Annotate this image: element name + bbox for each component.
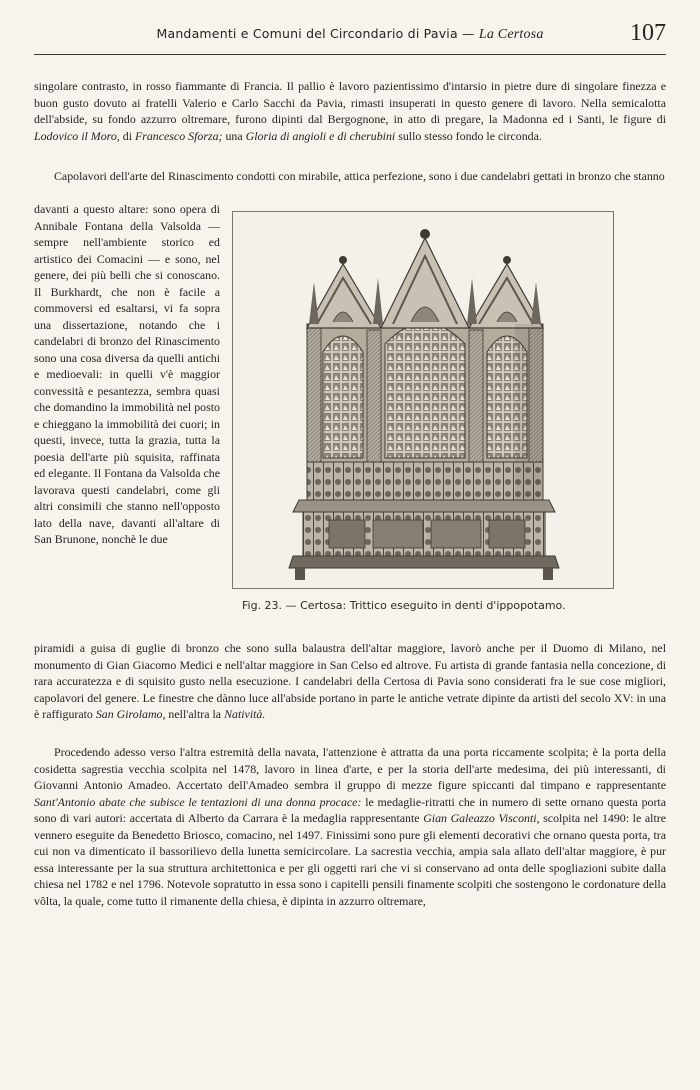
paragraph-candelabri-continued bbox=[34, 640, 666, 723]
text-run: scolpita nel 1490: le altre vennero eseguite da Benedetto Briosco, comacino, nel 1497. Finissimi sono pure gli elementi decorativi che ornano questa porta, tra cui non va dimenticato il bassorilievo della lunetta semicircolare. La sacrestia vecchia, ampia sala allato dell'altar maggiore, è pur essa interessante per la sua struttura architettonica e per gli oggetti rari che vi si conservano ad onta delle spogliazioni subite dalla chiesa nel 1782 e nel 1796. Notevole sopratutto in essa sono i capitelli pensili finamente scolpiti che sostengono le cordonature della vôlta, la quale, come tutto il rimanente della chiesa, è dipinta in azzurro oltremare, bbox=[34, 811, 666, 908]
running-head bbox=[34, 18, 666, 62]
running-head-title bbox=[34, 26, 666, 43]
paragraph-altar-pallio bbox=[34, 78, 666, 144]
paragraph-candelabri-side bbox=[34, 201, 220, 548]
text-run: piramidi a guisa di guglie di bronzo che sono sulla balaustra dell'altar maggiore, lavorò anche per il Duomo di Milano, nel monumento di Gian Giacomo Medici e nell'altar maggiore in San Celso ed altrove. Fu artista di grande fantasia nella concezione, di rara accuratezza e di squisito gusto nella esecuzione. I candelabri della Certosa di Pavia sono considerati fra le sue cose migliori, capolavori del genere. Le finestre che dànno luce all'abside portano in parte le antiche vetrate dipinte da artisti del secolo XV: in una è raffigurato bbox=[34, 641, 666, 721]
triptych-body bbox=[307, 323, 543, 500]
running-head-section: La Certosa bbox=[478, 27, 544, 42]
figure-caption-text: Certosa: Trittico eseguito in denti d'ippopotamo. bbox=[300, 599, 566, 612]
text-run: sullo stesso fondo le circonda. bbox=[395, 128, 542, 143]
text-run: Procedendo adesso verso l'altra estremità della navata, l'attenzione è attratta da una porta riccamente scolpita; è la porta della cosidetta sagrestia vecchia scolpita nel 1478, lavoro in linea d'arte, e per la storia dell'arte medesima, dei più interessanti, di Giovanni Antonio Amadeo. Accertato dell'Amadeo sembra il gruppo di mezze figure spiccanti dal timpano e rappresentante bbox=[34, 745, 666, 792]
italic-run: Sant'Antonio abate che subisce le tentazioni di una donna procace: bbox=[34, 794, 362, 809]
text-run: le medaglie-ritratti che in numero di sette ornano questa porta sono di vari autori: accertata di Alberto da Carrara è la medaglia rappresentante bbox=[34, 794, 666, 825]
header-rule bbox=[34, 54, 666, 55]
text-run: nell'altra la bbox=[165, 707, 225, 721]
figure-label: Fig. 23. — bbox=[242, 599, 297, 612]
triptych-engraving bbox=[233, 212, 613, 588]
italic-run: Francesco Sforza; bbox=[134, 128, 223, 143]
italic-run: Natività. bbox=[224, 707, 266, 721]
triptych-figure bbox=[232, 211, 614, 589]
italic-run: San Girolamo, bbox=[95, 707, 166, 721]
italic-run: Gian Galeazzo Visconti, bbox=[423, 811, 540, 825]
paragraph-candelabri-intro bbox=[34, 168, 666, 185]
running-head-text: Mandamenti e Comuni del Circondario di Pavia — bbox=[156, 26, 475, 41]
italic-run: Gloria di angioli e di cherubini bbox=[245, 128, 396, 143]
italic-run: Lodovico il Moro bbox=[34, 128, 117, 143]
text-run: singolare contrasto, in rosso fiammante di Francia. Il pallio è lavoro pazientissimo d'intarsio in pietre dure di singolare finezza e buon gusto dovuto ai fratelli Valerio e Carlo Sacchi da Pavia, rimasti insuperati in questo genere di lavoro. Nella semicalotta dell'abside, su fondo azzurro oltremare, furono dipinti dal Bergognone, in atto di pregare, la Madonna ed i Santi, le figure di bbox=[34, 79, 666, 126]
figure-caption bbox=[242, 599, 632, 613]
text-run: una bbox=[222, 128, 246, 143]
text-run: davanti a questo altare: sono opera di Annibale Fontana della Valsolda — sempre nell'ambiente storico ed artistico dei Comacini — e sono, nel genere, dei più belli che si conoscano. Il Burkhardt, che non è facile a commoversi ed esaltarsi, vi fa sopra una dissertazione, notando che i candelabri di bronzo del Rinascimento sono una cosa diversa da quelli antichi e medioevali: in quelli v'è maggior convessità e pesantezza, sembra quasi che domandino la immobilità nel posto e chieggano la immobilità dei cuori; in questi, invece, tutta la grazia, tutta la poesia dell'arte più squisita, raffinata ed elegante. Il Fontana da Valsolda che lavorava questi candelabri, come gli altri consimili che stanno nell'opposto lato della nave, davanti all'altare di San Brunone, nonchè le due bbox=[34, 202, 220, 546]
page-number: 107 bbox=[630, 20, 666, 46]
text-run: , di bbox=[116, 128, 135, 143]
triptych-base bbox=[289, 500, 559, 580]
paragraph-sagrestia-vecchia bbox=[34, 744, 666, 909]
text-run: Capolavori dell'arte del Rinascimento condotti con mirabile, attica perfezione, sono i due candelabri gettati in bronzo che stanno bbox=[54, 169, 665, 183]
